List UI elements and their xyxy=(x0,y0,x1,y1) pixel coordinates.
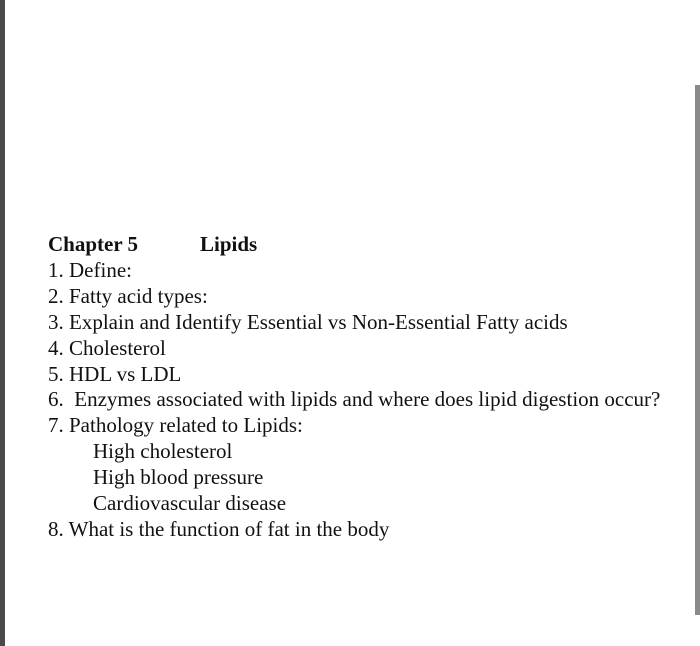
document-body xyxy=(48,232,696,543)
chapter-number: Chapter 5 xyxy=(48,232,139,256)
list-item-pathology: 7. Pathology related to Lipids: xyxy=(48,413,303,438)
list-item-fatty-acid-types: 2. Fatty acid types: xyxy=(48,283,208,308)
list-item-hdl-vs-ldl: 5. HDL vs LDL xyxy=(48,361,182,386)
list-item-function-of-fat: 8. What is the function of fat in the body xyxy=(48,516,390,541)
chapter-heading xyxy=(48,232,696,258)
list-item-enzymes: 6. Enzymes associated with lipids and where does lipid digestion occur? xyxy=(48,387,661,412)
subitem-cardiovascular-disease: Cardiovascular disease xyxy=(93,491,287,516)
subitem-high-cholesterol: High cholesterol xyxy=(93,439,233,464)
left-edge-border xyxy=(0,0,5,646)
list-item-define: 1. Define: xyxy=(48,257,132,282)
subitem-high-blood-pressure: High blood pressure xyxy=(93,465,264,490)
chapter-title: Lipids xyxy=(200,232,258,256)
list-item-essential-fatty-acids: 3. Explain and Identify Essential vs Non-Essential Fatty acids xyxy=(48,309,568,334)
list-item-cholesterol: 4. Cholesterol xyxy=(48,335,166,360)
